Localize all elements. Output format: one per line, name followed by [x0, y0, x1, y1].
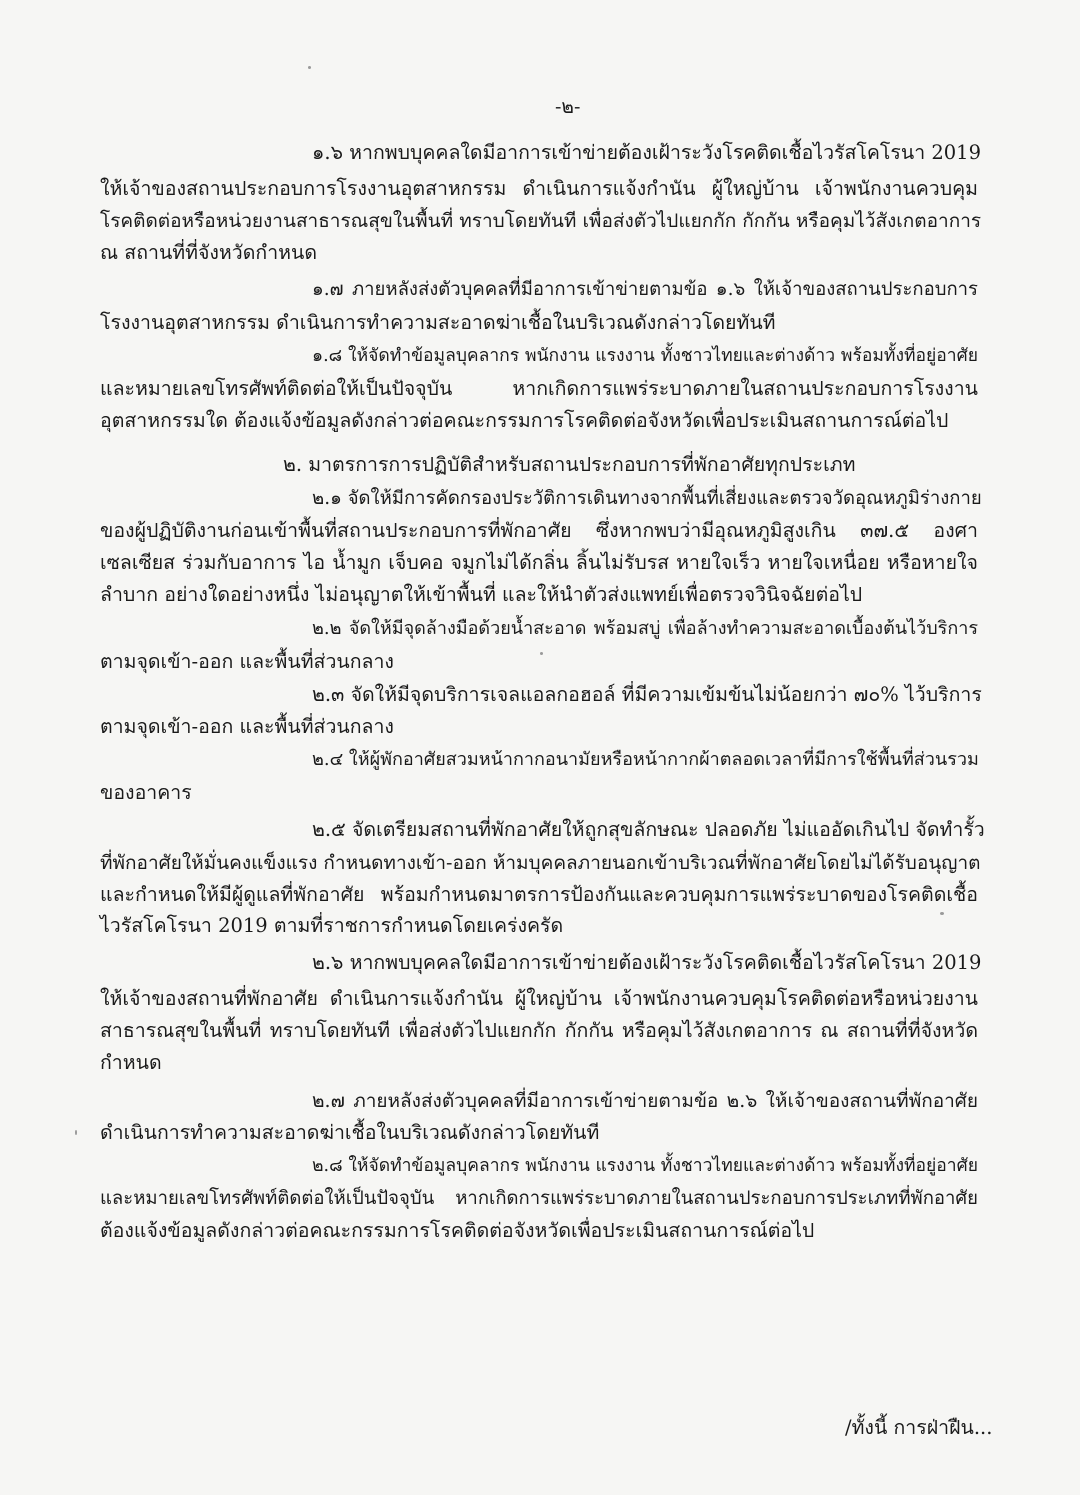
- paragraph-1-6-line: ณ สถานที่ที่จังหวัดกำหนด: [100, 241, 318, 264]
- paragraph-2-5-line: ไวรัสโคโรนา 2019 ตามที่ราชการกำหนดโดยเคร่งครัด: [100, 914, 564, 937]
- paragraph-2-6-line: ๒.๖ หากพบบุคคลใดมีอาการเข้าข่ายต้องเฝ้าระวังโรคติดเชื้อไวรัสโคโรนา 2019: [312, 951, 982, 974]
- paragraph-2-1-line: เซลเซียส ร่วมกับอาการ ไอ น้ำมูก เจ็บคอ จมูกไม่ได้กลิ่น ลิ้นไม่รับรส หายใจเร็ว หายใจเหนื่อย หรือหายใจ: [100, 551, 978, 574]
- paragraph-2-2-line: ๒.๒ จัดให้มีจุดล้างมือด้วยน้ำสะอาด พร้อมสบู่ เพื่อล้างทำความสะอาดเบื้องต้นไว้บริการ: [312, 618, 978, 639]
- paragraph-1-7-line: โรงงานอุตสาหกรรม ดำเนินการทำความสะอาดฆ่าเชื้อในบริเวณดังกล่าวโดยทันที: [100, 311, 776, 334]
- paragraph-1-8-line: และหมายเลขโทรศัพท์ติดต่อให้เป็นปัจจุบัน หากเกิดการแพร่ระบาดภายในสถานประกอบการโรงงาน: [100, 377, 978, 400]
- paragraph-1-8-line: อุตสาหกรรมใด ต้องแจ้งข้อมูลดังกล่าวต่อคณะกรรมการโรคติดต่อจังหวัดเพื่อประเมินสถานการณ์ต่อไป: [100, 409, 949, 432]
- paragraph-2-8-line: ๒.๘ ให้จัดทำข้อมูลบุคลากร พนักงาน แรงงาน ทั้งชาวไทยและต่างด้าว พร้อมทั้งที่อยู่อาศัย: [312, 1156, 978, 1176]
- paragraph-2-3-line: ๒.๓ จัดให้มีจุดบริการเจลแอลกอฮอล์ ที่มีความเข้มข้นไม่น้อยกว่า ๗๐% ไว้บริการ: [312, 683, 982, 706]
- paragraph-2-3-line: ตามจุดเข้า-ออก และพื้นที่ส่วนกลาง: [100, 715, 394, 738]
- paragraph-2-5-line: และกำหนดให้มีผู้ดูแลที่พักอาศัย พร้อมกำหนดมาตรการป้องกันและควบคุมการแพร่ระบาดของโรคติดเชื้อ: [100, 883, 978, 906]
- paragraph-2-1-line: ๒.๑ จัดให้มีการคัดกรองประวัติการเดินทางจากพื้นที่เสี่ยงและตรวจวัดอุณหภูมิร่างกาย: [312, 488, 982, 509]
- paragraph-2-4-line: ๒.๔ ให้ผู้พักอาศัยสวมหน้ากากอนามัยหรือหน้ากากผ้าตลอดเวลาที่มีการใช้พื้นที่ส่วนรวม: [312, 749, 979, 770]
- paragraph-2-6-line: กำหนด: [100, 1051, 162, 1074]
- paragraph-1-6-line: โรคติดต่อหรือหน่วยงานสาธารณสุขในพื้นที่ ทราบโดยทันที เพื่อส่งตัวไปแยกกัก กักกัน หรือคุมไว้สังเกตอาการ: [100, 210, 982, 232]
- paragraph-2-8-line: และหมายเลขโทรศัพท์ติดต่อให้เป็นปัจจุบัน หากเกิดการแพร่ระบาดภายในสถานประกอบการประเภทที่พักอาศัย: [100, 1188, 978, 1209]
- paragraph-1-7-line: ๑.๗ ภายหลังส่งตัวบุคคลที่มีอาการเข้าข่ายตามข้อ ๑.๖ ให้เจ้าของสถานประกอบการ: [312, 279, 978, 300]
- page-number: -๒-: [555, 96, 581, 118]
- scan-speck: [940, 912, 944, 915]
- paragraph-2-1-line: ของผู้ปฏิบัติงานก่อนเข้าพื้นที่สถานประกอบการที่พักอาศัย ซึ่งหากพบว่ามีอุณหภูมิสูงเกิน ๓๗.๕ องศา: [100, 519, 978, 542]
- paragraph-2-8-line: ต้องแจ้งข้อมูลดังกล่าวต่อคณะกรรมการโรคติดต่อจังหวัดเพื่อประเมินสถานการณ์ต่อไป: [100, 1219, 815, 1242]
- paragraph-2-6-line: สาธารณสุขในพื้นที่ ทราบโดยทันที เพื่อส่งตัวไปแยกกัก กักกัน หรือคุมไว้สังเกตอาการ ณ สถานที่ที่จังหวัด: [100, 1019, 978, 1042]
- paragraph-2-5-line: ที่พักอาศัยให้มั่นคงแข็งแรง กำหนดทางเข้า-ออก ห้ามบุคคลภายนอกเข้าบริเวณที่พักอาศัยโดยไม่ได้รับอนุญาต: [100, 852, 981, 874]
- paragraph-2-7-line: ดำเนินการทำความสะอาดฆ่าเชื้อในบริเวณดังกล่าวโดยทันที: [100, 1121, 600, 1144]
- section-2-heading: ๒. มาตรการการปฏิบัติสำหรับสถานประกอบการที่พักอาศัยทุกประเภท: [283, 453, 856, 476]
- paragraph-2-2-line: ตามจุดเข้า-ออก และพื้นที่ส่วนกลาง: [100, 650, 394, 673]
- scan-speck: [308, 66, 311, 69]
- paragraph-1-6-line: ๑.๖ หากพบบุคคลใดมีอาการเข้าข่ายต้องเฝ้าระวังโรคติดเชื้อไวรัสโคโรนา 2019: [312, 141, 981, 164]
- paragraph-2-7-line: ๒.๗ ภายหลังส่งตัวบุคคลที่มีอาการเข้าข่ายตามข้อ ๒.๖ ให้เจ้าของสถานที่พักอาศัย: [312, 1090, 978, 1112]
- scan-speck: [540, 652, 543, 655]
- paragraph-2-4-line: ของอาคาร: [100, 781, 192, 804]
- paragraph-2-1-line: ลำบาก อย่างใดอย่างหนึ่ง ไม่อนุญาตให้เข้าพื้นที่ และให้นำตัวส่งแพทย์เพื่อตรวจวินิจฉัยต่อไป: [100, 583, 863, 606]
- paragraph-2-5-line: ๒.๕ จัดเตรียมสถานที่พักอาศัยให้ถูกสุขลักษณะ ปลอดภัย ไม่แออัดเกินไป จัดทำรั้ว: [312, 818, 985, 841]
- paragraph-2-6-line: ให้เจ้าของสถานที่พักอาศัย ดำเนินการแจ้งกำนัน ผู้ใหญ่บ้าน เจ้าพนักงานควบคุมโรคติดต่อหรือหน่วยงาน: [100, 987, 978, 1010]
- paragraph-1-8-line: ๑.๘ ให้จัดทำข้อมูลบุคลากร พนักงาน แรงงาน ทั้งชาวไทยและต่างด้าว พร้อมทั้งที่อยู่อาศัย: [312, 346, 978, 366]
- paragraph-1-6-line: ให้เจ้าของสถานประกอบการโรงงานอุตสาหกรรม ดำเนินการแจ้งกำนัน ผู้ใหญ่บ้าน เจ้าพนักงานควบคุม: [100, 177, 978, 200]
- continuation-footer: /ทั้งนี้ การฝ่าฝืน...: [845, 1416, 993, 1439]
- scan-speck: [75, 1130, 77, 1135]
